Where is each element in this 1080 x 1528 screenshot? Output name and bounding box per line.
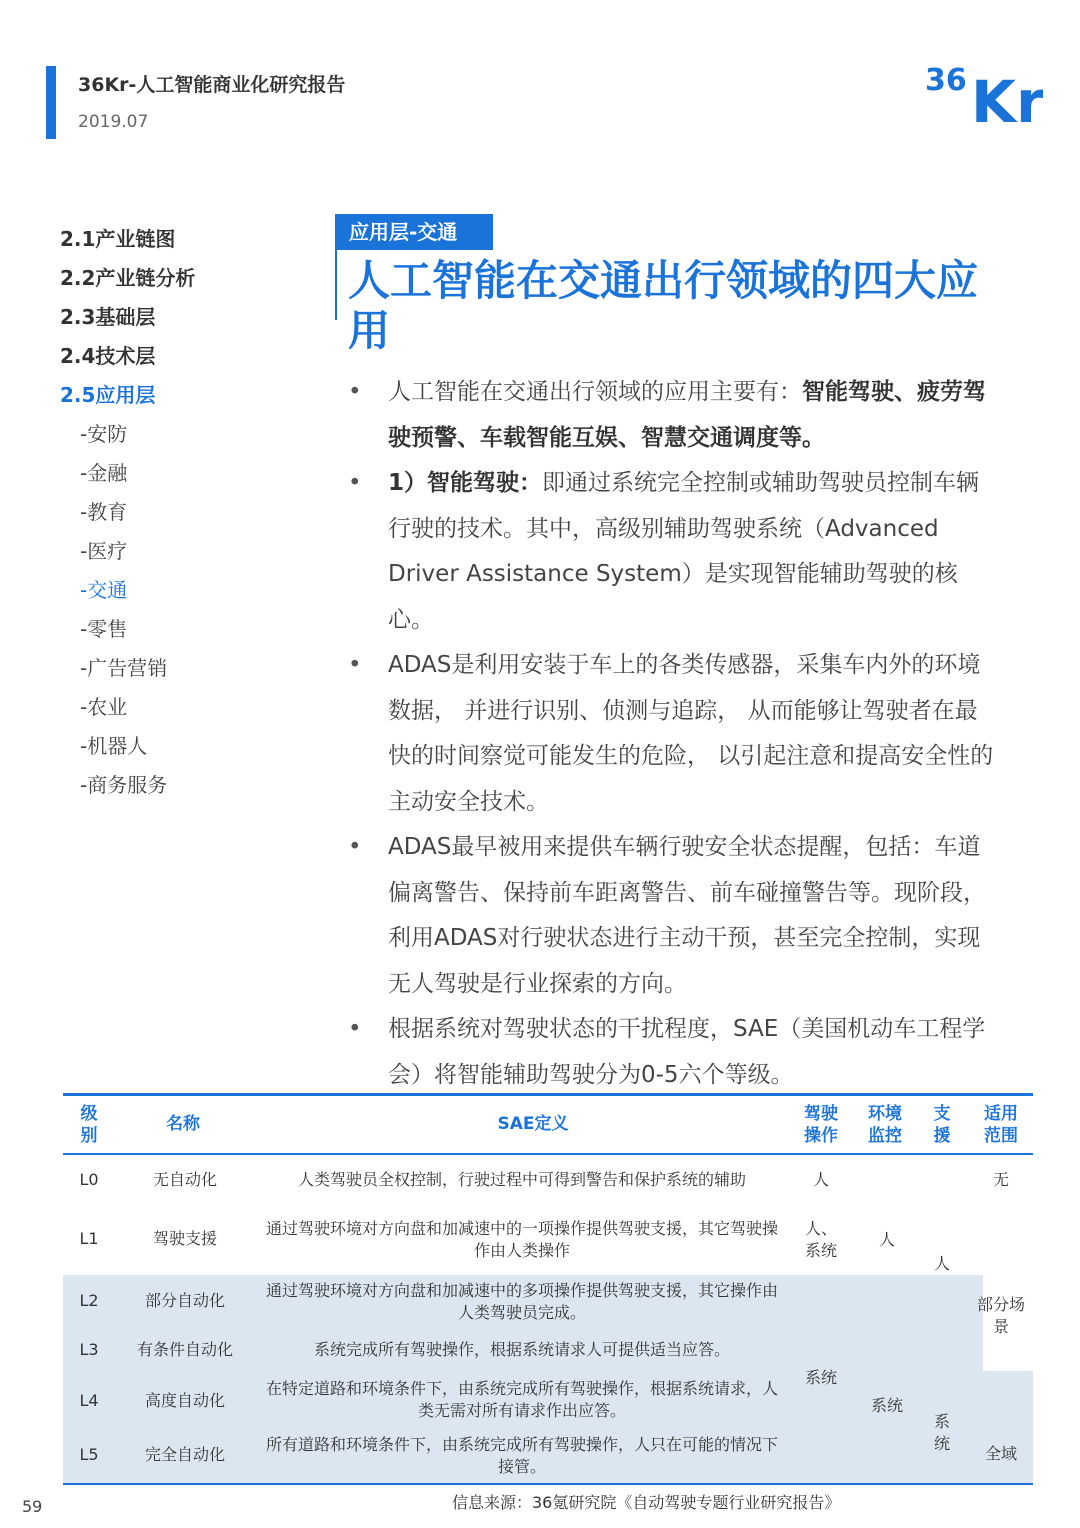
row-definition: 所有道路和环境条件下，由系统完成所有驾驶操作，人只在可能的情况下接管。: [265, 1435, 778, 1476]
nav-sub-advertising[interactable]: -广告营销: [80, 656, 168, 680]
header-scope: 适用范围: [984, 1104, 1018, 1146]
support-l4-l5: 系统: [933, 1412, 950, 1453]
scope-l0: 无: [992, 1170, 1009, 1189]
table-header-rule: [63, 1153, 1033, 1155]
row-definition: 在特定道路和环境条件下，由系统完成所有驾驶操作，根据系统请求，人类无需对所有请求作出应答。: [265, 1379, 778, 1420]
row-level: L4: [79, 1391, 99, 1410]
svg-text:Kr: Kr: [971, 68, 1043, 124]
scope-l2-l4: 部分场景: [977, 1295, 1026, 1336]
row-definition: 系统完成所有驾驶操作，根据系统请求人可提供适当应答。: [313, 1340, 730, 1359]
nav-item-2-1[interactable]: 2.1产业链图: [60, 227, 176, 251]
row-name: 完全自动化: [144, 1445, 225, 1464]
section-title: 人工智能在交通出行领域的四大应用: [348, 256, 979, 355]
page-number: 59: [22, 1497, 43, 1516]
support-l0-l2: 人: [933, 1254, 950, 1273]
report-date: 2019.07: [78, 112, 149, 132]
row-level: L1: [79, 1229, 99, 1248]
nav-sub-medical[interactable]: -医疗: [80, 539, 128, 563]
env-l3-l5: 系统: [870, 1396, 903, 1415]
section-tag: 应用层-交通: [337, 214, 493, 250]
row-definition: 人类驾驶员全权控制，行驶过程中可得到警告和保护系统的辅助: [297, 1170, 746, 1189]
nav-sub-education[interactable]: -教育: [80, 500, 128, 524]
table-shade: [855, 1275, 983, 1331]
bullet-item: [340, 461, 1000, 643]
bullet-bold: 1）智能驾驶：: [388, 470, 543, 496]
nav-sub-security[interactable]: -安防: [80, 422, 128, 446]
bullet-text: ADAS最早被用来提供车辆行驶安全状态提醒，包括：车道偏离警告、保持前车距离警告、前车碰撞警告等。现阶段，利用ADAS对行驶状态进行主动干预，甚至完全控制，实现无人驾驶是行业探索的方向。: [388, 834, 986, 997]
nav-item-2-2[interactable]: 2.2产业链分析: [60, 266, 196, 290]
bullet-item: [340, 643, 1000, 825]
nav-item-2-5[interactable]: 2.5应用层: [60, 383, 156, 407]
bullet-list: [340, 370, 1000, 1098]
table-bottom-rule: [63, 1483, 1033, 1485]
row-definition: 通过驾驶环境对方向盘和加减速中的一项操作提供驾驶支援，其它驾驶操作由人类操作: [265, 1219, 778, 1260]
nav-sub-robot[interactable]: -机器人: [80, 734, 148, 758]
bullet-text: 人工智能在交通出行领域的应用主要有：: [388, 379, 802, 405]
bullet-dot-icon: •: [348, 379, 362, 405]
nav-sub-agriculture[interactable]: -农业: [80, 695, 128, 719]
row-name: 高度自动化: [144, 1391, 225, 1410]
row-level: L0: [79, 1170, 99, 1189]
bullet-text: 即通过系统完全控制或辅助驾驶员控制车辆行驶的技术。其中，高级别辅助驾驶系统（Advanced Driver Assistance System）是实现智能辅助驾驶的核心。: [388, 470, 980, 633]
drive-l1: 人、系统: [804, 1219, 837, 1260]
header-accent-bar: [46, 66, 56, 139]
row-level: L3: [79, 1340, 99, 1359]
bullet-item: [340, 825, 1000, 1007]
nav-sub-finance[interactable]: -金融: [80, 461, 128, 485]
nav-item-2-4[interactable]: 2.4技术层: [60, 344, 156, 368]
bullet-dot-icon: •: [348, 834, 362, 860]
header-env: 环境监控: [868, 1104, 902, 1146]
bullet-item: [340, 370, 1000, 461]
bullet-bold: 智能驾驶、疲劳驾驶预警、车载智能互娱、智慧交通调度等。: [388, 379, 986, 451]
svg-text:36: 36: [925, 63, 967, 98]
row-level: L5: [79, 1445, 99, 1464]
section-nav: [60, 224, 280, 809]
scope-l5: 全域: [984, 1444, 1017, 1463]
bullet-dot-icon: •: [348, 652, 362, 678]
row-name: 有条件自动化: [136, 1340, 233, 1359]
env-l0-l1: 人: [878, 1230, 895, 1249]
sae-levels-table: [63, 1093, 1033, 1485]
nav-sub-business[interactable]: -商务服务: [80, 773, 168, 797]
table-shade: [919, 1331, 983, 1371]
bullet-dot-icon: •: [348, 1016, 362, 1042]
header-definition: SAE定义: [497, 1114, 569, 1134]
table-top-rule: [63, 1093, 1033, 1096]
header-support: 支援: [933, 1104, 951, 1146]
row-definition: 通过驾驶环境对方向盘和加减速中的多项操作提供驾驶支援，其它操作由人类驾驶员完成。: [265, 1281, 778, 1322]
source-note: 信息来源：36氪研究院《自动驾驶专题行业研究报告》: [452, 1493, 841, 1512]
header-level: 级别: [80, 1104, 98, 1146]
row-level: L2: [79, 1291, 99, 1310]
nav-item-2-3[interactable]: 2.3基础层: [60, 305, 156, 329]
header-drive: 驾驶操作: [804, 1104, 838, 1146]
bullet-dot-icon: •: [348, 470, 362, 496]
drive-l0: 人: [812, 1170, 829, 1189]
row-name: 无自动化: [152, 1170, 217, 1189]
bullet-text: 根据系统对驾驶状态的干扰程度，SAE（美国机动车工程学会）将智能辅助驾驶分为0-5六个等级。: [388, 1016, 986, 1088]
bullet-item: [340, 1007, 1000, 1098]
36kr-logo: [923, 62, 1043, 124]
bullet-text: ADAS是利用安装于车上的各类传感器，采集车内外的环境数据， 并进行识别、侦测与追踪， 从而能够让驾驶者在最快的时间察觉可能发生的危险， 以引起注意和提高安全性的主动安全技术。: [388, 652, 994, 815]
drive-l2-l5: 系统: [804, 1368, 837, 1387]
row-name: 部分自动化: [144, 1291, 225, 1310]
nav-sub-retail[interactable]: -零售: [80, 617, 128, 641]
nav-sub-transport[interactable]: -交通: [80, 578, 128, 602]
header-name: 名称: [166, 1114, 200, 1134]
row-name: 驾驶支援: [152, 1229, 217, 1248]
report-title: 36Kr-人工智能商业化研究报告: [78, 74, 346, 96]
